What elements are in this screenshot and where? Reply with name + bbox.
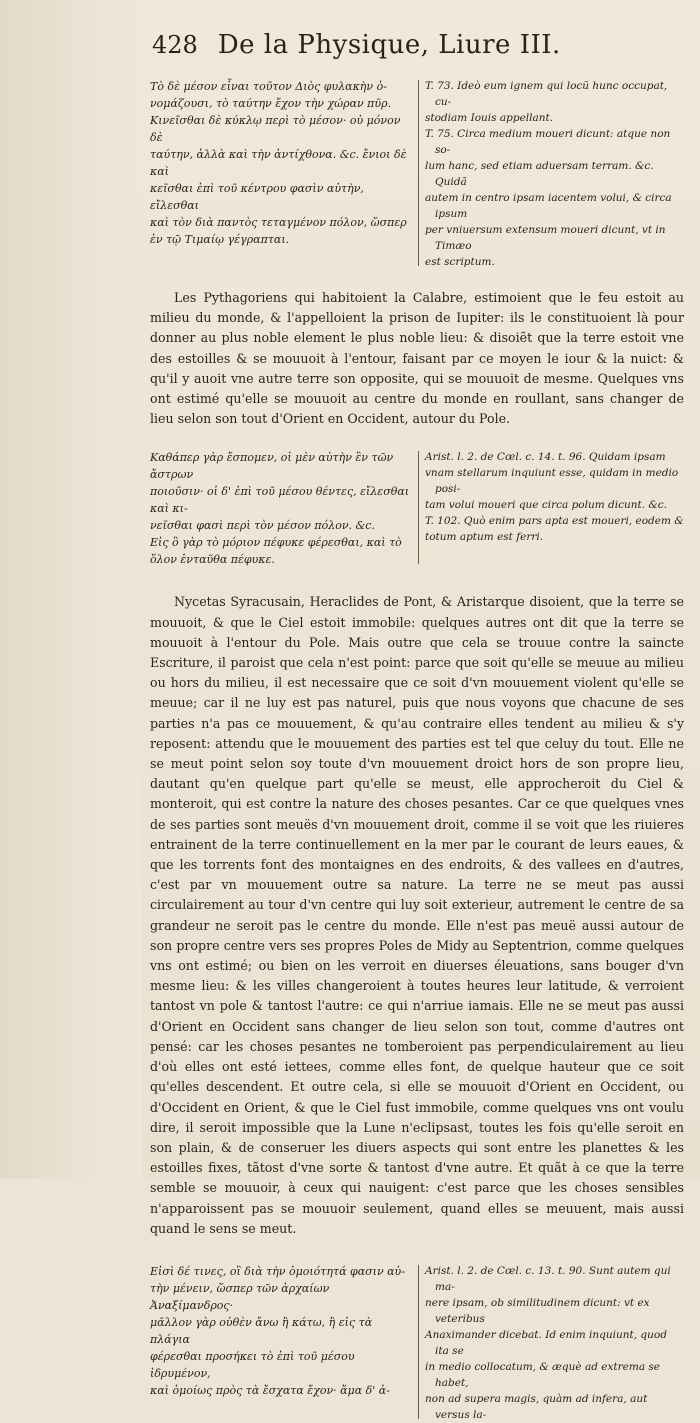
latin-line: Arist. l. 2. de Cœl. c. 14. t. 96. Quidam ipsam [425,451,666,464]
citation-block-3 [150,1263,684,1423]
column-divider [418,1265,419,1419]
greek-line: τὴν μένειν, ὥσπερ τῶν ἀρχαίων Ἀναξίμανδρος· [150,1281,330,1312]
latin-line: totum aptum est ferri. [425,531,544,544]
latin-line: Arist. l. 2. de Cœl. c. 13. t. 90. Sunt autem qui ma- [425,1264,671,1293]
greek-line: Κινεῖσθαι δὲ κύκλῳ περὶ τὸ μέσον· οὐ μόνον δὲ [150,114,401,144]
latin-line: autem in centro ipsam iacentem volui, & circa ipsum [425,192,672,220]
latin-line: tam volui moueri que circa polum dicunt. &c. [425,499,667,512]
greek-line: ποιοῦσιν· οἱ δ' ἐπὶ τοῦ μέσου θέντες, εἴλεσθαι καὶ κι- [150,485,410,516]
body-paragraph-2: Nycetas Syracusain, Heraclides de Pont, & Aristarque disoient, que la terre se mouuoit, & que le Ciel estoit immobile: quelques autres ont dit que la terre se mouuoit à l'entour du Pole. Mais outre que cela se trouue contre la saincte Escriture, il paroist que cela n'est point: parce que soit qu'elle se meuue au milieu ou hors du milieu, il est necessaire que ce soit d'vn mouuement violent qu'elle se meuue; car il ne luy est pas naturel, puis que nous voyons que chacune de ses parties n'a pas ce mouuement, & qu'au contraire elles tendent au milieu & s'y reposent: attendu que le mouuement des parties est tel que celuy du tout. Elle ne se meut point selon soy toute d'vn mouuement droict hors de son propre lieu, dautant qu'en quelque part qu'elle se meust, elle approcheroit du Ciel & monteroit, qui est contre la nature des choses pesantes. Car ce que quelques vnes de ses parties sont meuës d'vn mouuement droit, comme il se voit que les riuieres entrainent de la terre continuellement en la mer par le courant de leurs eaues, & que les torrents font des montaignes en des endroits, & des vallees en d'autres, c'est par vn mouuement outre sa nature. La terre ne se meut pas aussi circulairement au tour d'vn centre qui luy soit exterieur, autrement le centre de sa grandeur ne seroit pas le centre du monde. Elle n'est pas meuë aussi autour de son propre centre vers ses propres Poles de Midy au Septentrion, comme quelques vns ont estimé; ou bien on les verroit en diuerses éleuations, sans bouger d'vn mesme lieu: & les villes changeroient à toutes heures leur latitude, & verroient tantost vn pole & tantost l'autre: ce qui n'arriue iamais. Elle ne se meut pas aussi d'Orient en Occident sans changer de lieu selon son tout, comme d'autres ont pensé: car les choses pesantes ne tomberoient pas perpendiculairement au lieu d'où elles ont esté iettees, comme elles font, de quelque hauteur que ce soit qu'elles descendent. Et outre cela, si elle se mouuoit d'Orient en Occident, ou d'Occident en Orient, & que le Ciel fust immobile, comme quelques vns ont voulu dire, il seroit impossible que la Lune n'eclipsast, toutes les fois qu'elle seroit en son plain, & de conseruer les diuers aspects qui sont entre les planettes & les estoilles fixes, tãtost d'vne sorte & tantost d'vne autre. Et quãt à ce que la terre semble se mouuoir, à ceux qui nauigent: c'est parce que les choses sensibles n'apparoissent pas se mouuoir seulement, quand elles se meuuent, mais aussi quand le sens se meut. [150,594,684,1236]
latin-line: per vniuersum extensum moueri dicunt, vt in Timæo [425,224,666,252]
latin-line: T. 102. Quò enim pars apta est moueri, eodem & [425,515,684,528]
latin-line: T. 73. Ideò eum ignem qui locũ hunc occupat, cu- [425,80,668,108]
greek-line: καὶ ὁμοίως πρὸς τὰ ἔσχατα ἔχον· ἅμα δ' ἀ- [150,1383,390,1397]
column-divider [418,80,419,266]
greek-line: ταύτην, ἀλλὰ καὶ τὴν ἀντίχθονα. &c. ἔνιοι δὲ καὶ [150,148,407,178]
body-paragraph-1: Les Pythagoriens qui habitoient la Calabre, estimoient que le feu estoit au milieu du monde, & l'appelloient la prison de Iupiter: ils le constituoient là pour donner au plus noble element le plus noble lieu: & disoiẽt que la terre estoit vne des estoilles & se mouuoit à l'entour, faisant par ce moyen le iour & la nuict: & qu'il y auoit vne autre terre son opposite, qui se mouuoit de mesme. Quelques vns ont estimé qu'elle se mouuoit au centre du monde en roullant, sans changer de lieu selon son tout d'Orient en Occident, autour du Pole. [150,290,684,427]
latin-translation-2 [425,449,684,568]
greek-line: Εἰσὶ δέ τινες, οἳ διὰ τὴν ὁμοιότητά φασιν αὐ- [150,1264,405,1278]
greek-line: φέρεσθαι προσήκει τὸ ἐπὶ τοῦ μέσου ἱδρυμένον, [150,1349,355,1380]
greek-line: Εἰς ὃ γὰρ τὸ μόριον πέφυκε φέρεσθαι, καὶ τὸ [150,536,402,550]
latin-line: stodiam Iouis appellant. [425,112,554,124]
column-divider [418,451,419,564]
greek-quote-3 [150,1263,418,1423]
citation-block-1 [150,78,684,270]
latin-translation-1 [425,78,684,270]
latin-line: non ad supera magis, quàm ad infera, aut versus la- [425,1392,648,1421]
greek-line: Καθάπερ γὰρ ἔσπομεν, οἱ μὲν αὐτὴν ἓν τῶν ἄστρων [150,451,394,482]
greek-quote-2 [150,449,418,568]
greek-line: νεῖσθαι φασὶ περὶ τὸν μέσον πόλον. &c. [150,519,375,533]
greek-line: μᾶλλον γὰρ οὐθὲν ἄνω ἢ κάτω, ἢ εἰς τὰ πλάγια [150,1315,373,1346]
page-number: 428 [152,31,198,59]
greek-line: Τὸ δὲ μέσον εἶναι τοῦτον Διὸς φυλακὴν ὀ- [150,80,387,93]
greek-line: καὶ τὸν διὰ παντὸς τεταγμένον πόλον, ὥσπερ [150,216,407,229]
latin-translation-3 [425,1263,684,1423]
latin-line: lum hanc, sed etiam aduersam terram. &c. Quidã [425,160,654,188]
latin-line: in medio collocatum, & æquè ad extrema se habet, [425,1360,661,1389]
greek-line: ἐν τῷ Τιμαίῳ γέγραπται. [150,233,290,246]
latin-line: vnam stellarum inquiunt esse, quidam in medio posi- [425,467,679,496]
greek-quote-1 [150,78,418,270]
page-header [150,30,684,66]
citation-block-2 [150,449,684,568]
greek-line: κεῖσθαι ἐπὶ τοῦ κέντρου φασὶν αὐτὴν, εἴλεσθαι [150,182,364,212]
page-gutter [0,0,142,1179]
latin-line: est scriptum. [425,256,495,268]
running-title: De la Physique, Liure III. [217,30,561,60]
latin-line: T. 75. Circa medium moueri dicunt: atque non so- [425,128,671,156]
latin-line: Anaximander dicebat. Id enim inquiunt, quod ita se [425,1328,667,1357]
greek-line: ὅλον ἐνταῦθα πέφυκε. [150,553,275,567]
latin-line: nere ipsam, ob similitudinem dicunt: vt ex veteribus [425,1296,650,1325]
greek-line: νομάζουσι, τὸ ταύτην ἔχον τὴν χώραν πῦρ. [150,97,392,110]
